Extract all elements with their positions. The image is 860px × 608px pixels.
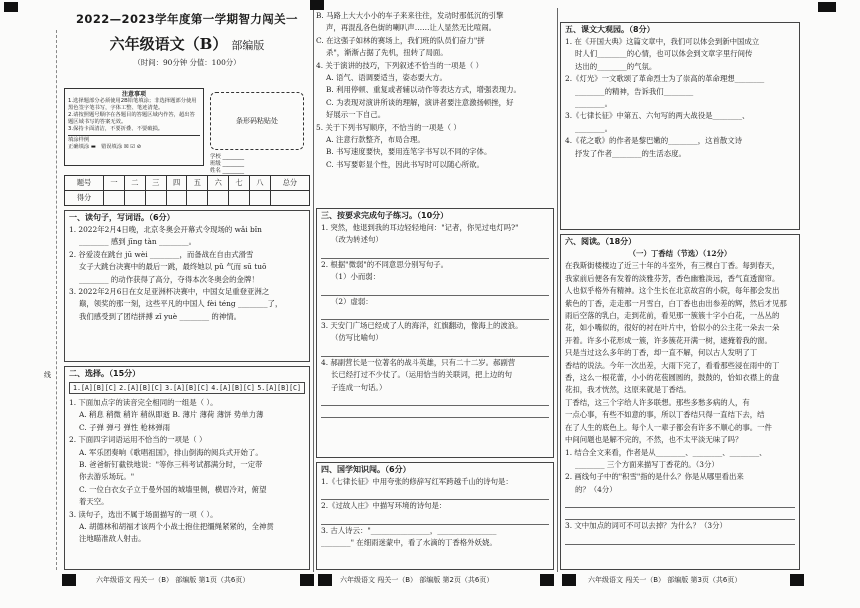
question-line: ________。 [575,99,612,109]
question-line: C. 书写要彰显个性，因此书写时可以随心所欲。 [326,159,484,169]
question-line: （改为转述句） [331,235,383,245]
notice-box: 注意事项 1.选择题部分必须使用2B铅笔填涂；非选择题部分使用黑色签字笔书写，字体工整、笔迹清楚。 2.请按照题号顺序在各题目的答题区域内作答，超出答题区域书写的答案无效。 3.保持卡面清洁，不要折叠、不要破损。 填涂样例 正确填涂 ▬ 错误填涂 ☒ ☑ ⊘ [64,88,204,166]
section-2-heading: 二、选择。（15分） [69,369,141,378]
question-line: 女子大跳台决赛中的最后一跳，最终她以 pǔ 气而 sū tuō [79,262,267,272]
section-1 [64,210,310,362]
passage-line: 我家前后便各有发着的淡雅芬芳，香色幽雅淡远，香气直透窗帘。 [565,273,780,283]
answer-card-item[interactable]: 5.[A][B][C] [257,384,301,392]
question-line: 杀"，渐渐占据了先机，扭转了局面。 [326,48,448,58]
registration-mark [318,574,332,586]
student-info: 学校 ________ 班级 ________ 姓名 ________ [210,154,245,174]
section-5-heading: 五、课文大观园。（8分） [565,25,655,34]
question-line: 4.《花之歌》的作者是黎巴嫩的________，这首散文诗 [565,136,743,146]
question-line: 1. 结合全文来看，作者是从________、________、________、 [565,447,767,457]
question-line: 注地瞄准敌人射击。 [79,534,146,544]
score-cell[interactable] [145,191,166,206]
question-line: 3. 文中加点的词可不可以去掉？为什么？（3分） [565,521,727,531]
column-2 [316,10,554,570]
passage-title: （一）丁香结（节选）（12分） [628,249,732,258]
question-line: B. 马路上大大小小的车子来来往往，发动时那低沉的引擎 [316,11,504,20]
question-line: 你去游乐场玩。" [79,472,135,482]
registration-mark [62,574,76,586]
passage-line: 花扣，我才恍然，这原来就是丁香结。 [565,385,691,395]
section-2-continued [316,10,554,206]
question-line: ________的精神，告诉我们________ [575,86,694,96]
question-line: 长已经打过不少仗了。（运用恰当的关联词，把上边的句 [331,370,513,380]
score-header-cell: 八 [250,176,271,191]
question-line: 2. 画线句子中的"积雪"指的是什么？你是从哪里看出来 [565,472,744,482]
page-footer-1: 六年级语文 闯关一（B） 部编版 第1页（共6页） [96,576,250,584]
question-line: （仿写比喻句） [331,333,383,343]
barcode-area: 条形码粘贴处 [210,92,304,150]
question-line: 2. 谷爱凌在跳台 jū wèi ________，而备战在自由式滑雪 [69,249,254,259]
score-cell[interactable] [270,191,309,206]
question-line: 5. 关于下列书写顺序，不恰当的一项是（ ） [316,122,461,132]
passage-line: 花，如小嘴似的，很好的衬在叶片中，恰似小的公主花一朵去一朵 [565,323,780,333]
question-line: 3. 读句子，选出不属于场面描写的一项（ ）。 [69,509,218,519]
question-line: ________ 的动作获得了高分，夺得本次冬奥会的金牌！ [79,274,259,284]
question-line: 3.《七律长征》中第五、六句写的两大战役是________、 [565,111,750,121]
question-line: 好展示一下自己。 [326,110,386,120]
question-line: 1. 2022年2月4日晚，北京冬奥会开幕式令现场的 wǎi bǐn [69,225,262,234]
page-footer-3: 六年级语文 闯关一（B） 部编版 第3页（共6页） [588,576,742,584]
answer-line[interactable] [565,508,795,520]
column-1 [64,10,310,570]
registration-mark [818,2,836,12]
passage-line: 人也似乎格外有精神。这个生长在北京故宫的小院，每年都会发出 [565,286,780,296]
column-divider [313,8,314,572]
score-header-cell: 二 [124,176,145,191]
subject-title: 六年级语文（B） 部编版 [109,35,265,53]
question-line: 4. 关于演讲的技巧，下列叙述不恰当的一项是（ ） [316,60,483,70]
page-footer-2: 六年级语文 闯关一（B） 部编版 第2页（共6页） [340,576,494,584]
question-line: 3. 天安门广场已经成了人的海洋，红旗翻动，像海上的波浪。 [321,321,523,331]
answer-line[interactable] [321,284,549,296]
question-line: ________。 [575,123,612,133]
question-line: 声，再混乱各色街的喇叭声……让人显然无比喧闹。 [326,23,496,33]
binding-note: 线 [44,371,51,379]
section-6-heading: 六、阅读。（18分） [565,237,637,246]
passage-line: 香结的说法。今年一次出差，大雨下完了，看看那些浸在雨中的丁 [565,360,780,370]
column-divider [557,8,558,572]
question-line: ________ 三个方面来描写丁香花的。（3分） [575,459,719,469]
question-line: （1）小而弱： [331,272,381,282]
question-line: 3. 2022年2月6日在女足亚洲杯决赛中，中国女足重登亚洲之 [69,287,270,297]
score-cell[interactable] [166,191,187,206]
section-3 [316,208,554,458]
score-cell[interactable]: 得分 [65,191,104,206]
question-line: 抒发了作者________的生活态度。 [575,148,686,158]
answer-card-item[interactable]: 1.[A][B][C] [73,384,117,392]
score-header-cell: 五 [187,176,208,191]
score-cell[interactable] [229,191,250,206]
answer-line[interactable] [321,513,549,525]
answer-line[interactable] [565,496,795,508]
section-4 [316,462,554,570]
answer-line[interactable] [321,406,549,418]
question-line: 我们感受到了团结拼搏 zǐ yuè ________ 的神情。 [79,311,241,321]
time-score: （时间：90分钟 分值：100分） [133,58,241,67]
answer-card-item[interactable]: 2.[A][B][C] [119,384,163,392]
question-line: ________" 在细雨迷蒙中，看了水滴的丁香格外妖娆。 [321,538,497,548]
registration-mark [790,574,804,586]
passage-line: 开着。许多小花形成一簇，许多簇花开满一树，遮掩着我的窗。 [565,335,772,345]
answer-card-item[interactable]: 3.[A][B][C] [165,384,209,392]
question-line: B. 书写速度要快，要用连笔字书写以不同的字体。 [326,147,492,157]
score-cell[interactable] [208,191,229,206]
passage-line: 中间问题也是解不完的，不然，也不太平淡无味了吗？ [565,435,743,445]
passage-line: 雨后空落的乳白，走到花前，看见那一簇簇十字小白花，一丛丛的 [565,311,780,321]
question-line: 1.《七律长征》中用夸张的修辞写红军跨越千山的诗句是： [321,477,513,486]
question-line: 巅，领奖的那一刻，这些平凡的中国人 fèi téng ________了， [79,299,283,309]
section-1-heading: 一、读句子，写词语。（6分） [69,213,175,222]
exam-title: 2022—2023学年度第一学期智力闯关一 [76,12,298,26]
question-line: 3. 古人诗云："________________，________________ [321,525,497,535]
registration-mark [300,574,314,586]
binding-line [56,30,57,570]
question-line: C. 为表现对演讲所谈的理解，演讲者要注意激扬顿挫，好 [326,97,514,107]
score-table [64,175,310,206]
answer-line[interactable] [321,345,549,357]
section-5 [560,22,800,230]
section-2 [64,366,310,570]
question-line: 时人们________的心情，也可以体会到文章字里行间传 [575,49,753,59]
question-line: C. 一位白衣女子立于曼外国的城墙里侧，横眉冷对，俯望 [79,484,267,494]
question-line: 2.《灯光》一文歌颂了革命烈士为了崇高的革命理想________ [565,74,765,84]
registration-mark [4,2,18,12]
score-header-cell: 三 [145,176,166,191]
score-header-cell: 四 [166,176,187,191]
question-line: A. 胡德林和胡福才该两个小战士抱住把缰绳紧紧的，全神贯 [79,522,274,532]
registration-mark [540,574,554,586]
score-cell[interactable] [187,191,208,206]
question-line: C. 子弹 弹弓 弹性 枪林弹雨 [79,422,171,432]
score-cell[interactable] [104,191,125,206]
question-line: 1. 下面加点字的读音完全相同的一组是（ ）。 [69,398,218,407]
answer-card-item[interactable]: 4.[A][B][C] [211,384,255,392]
question-line: A. 语气、语调要适当，姿态要大方。 [326,73,447,83]
passage-line: 在我斯街楼楼边了近三十年的斗室外，有三棵白丁香。每到春天， [565,261,780,271]
score-header-cell: 六 [208,176,229,191]
answer-line[interactable] [565,533,795,545]
passage-line: 在了人生的底色上。每个人一辈子都会有许多不顺心的事。一件 [565,422,772,432]
score-header-cell: 一 [104,176,125,191]
question-line: 1. 突然，他退到我的耳边轻轻地问："记者，你见过电灯吗?" [321,223,519,232]
question-line: 达出的________的气氛。 [575,61,657,71]
question-line: ________ 感到 jīng tàn ________。 [79,237,196,247]
section-4-heading: 四、国学知识闯。（6分） [321,465,411,474]
registration-mark [562,574,576,586]
column-3 [560,10,800,570]
question-line: B. 爸爸斩钉截铁地说："等你三科考试都满分时，一定带 [79,460,263,470]
passage-line: 一点心事，有些不如意的事，所以丁香结只得一直结下去，结 [565,410,765,420]
score-header-cell: 题号 [65,176,104,191]
question-line: （2）虚弱： [331,296,373,306]
score-cell[interactable] [250,191,271,206]
score-header-cell: 七 [229,176,250,191]
answer-line[interactable] [321,394,549,406]
passage-line: 只是当过这么多年的丁香，却一直不解，何以古人发明了丁 [565,348,758,358]
question-line: 着天空。 [79,497,109,507]
question-line: A. 军乐团奏响《歌唱祖国》，排山倒海的阅兵式开始了。 [79,447,263,457]
answer-line[interactable] [321,247,549,259]
answer-card[interactable] [69,382,305,394]
answer-line[interactable] [321,308,549,320]
section-3-heading: 三、按要求完成句子练习。（10分） [321,211,449,220]
question-line: A. 稍息 稍微 稍许 稍纵即逝 B. 薄片 薄荷 薄饼 势单力薄 [79,410,264,420]
section-6 [560,234,800,570]
question-line: 1. 在《开国大典》这篇文章中，我们可以体会到新中国成立 [565,37,760,46]
question-line: A. 注意行款整齐，布局合理。 [326,135,425,145]
question-line: 2.《过故人庄》中描写环境的诗句是： [321,501,447,511]
question-line: B. 利用停顿、重复或者辅以动作等表达方式，增强表现力。 [326,85,521,95]
question-line: 子连成一句话。） [331,382,387,392]
question-line: 2. 下面四字词语运用不恰当的一项是（ ） [69,435,207,445]
question-line: 的？（4分） [575,484,617,494]
score-cell[interactable] [124,191,145,206]
question-line: C. 在这强子如林的赛场上，我们班的队员们奋力"拼 [316,35,485,45]
question-line: 2. 根据"微弱"的不同意思分别写句子。 [321,259,449,269]
passage-line: 香，这么一根花蕾，小小的花苞圆圆的，鼓鼓的，恰如衣襟上的盘 [565,373,780,383]
passage-line: 紫色的丁香，走走那一月雪白，白丁香也由出参差的辉，然后才见那 [565,298,787,308]
score-header-cell: 总分 [270,176,309,191]
question-line: 4. 郝副营长是一位著名的战斗英雄，只有二十二岁。郝副营 [321,357,516,367]
answer-line[interactable] [321,488,549,500]
passage-line: 丁香结，这三个字给人许多联想。那些多愁多病的人，有 [565,397,750,407]
registration-mark [310,0,324,10]
